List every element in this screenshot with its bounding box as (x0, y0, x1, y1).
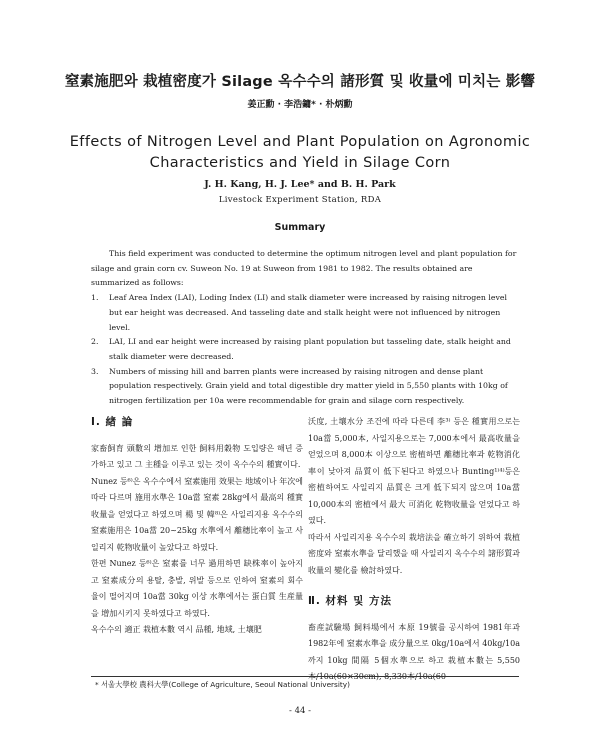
section-heading-materials-methods: Ⅱ. 材料 및 方法 (308, 595, 393, 607)
summary-list (91, 291, 519, 409)
korean-authors: 姜正勳 · 李浩鏞* · 朴炳勳 (247, 100, 353, 110)
summary-item-number: 2. (91, 337, 99, 347)
summary-item (91, 335, 519, 364)
summary-item-number: 1. (91, 293, 99, 303)
summary-item-number: 3. (91, 366, 99, 376)
summary-item-text: LAI, LI and ear height were increased by raising plant population but tasseling date, stalk height and stalk diameter were decreased. (109, 337, 511, 361)
summary-item-text: Numbers of missing hill and barren plants were increased by raising nitrogen and dense plant population respectively. Grain yield and total digestible dry matter yield in 5,550 plants with 10kg of nitrogen fertilization per 10a were recommendable for grain and silage corn respectively. (109, 366, 508, 406)
english-title (0, 132, 600, 174)
summary-item (91, 365, 519, 409)
left-column (91, 414, 303, 639)
affiliation: Livestock Experiment Station, RDA (218, 195, 382, 205)
right-column (308, 414, 520, 686)
english-authors: J. H. Kang, H. J. Lee* and B. H. Park (204, 179, 396, 190)
korean-title: 窒素施肥와 栽植密度가 Silage 옥수수의 諸形質 및 收量에 미치는 影響 (64, 74, 536, 90)
english-title-line1: Effects of Nitrogen Level and Plant Population on Agronomic (69, 134, 531, 150)
summary-intro: This field experiment was conducted to determine the optimum nitrogen level and plant population for silage and grain corn cv. Suweon No. 19 at Suweon from 1981 to 1982. The results obtained are summarized as follows: (91, 249, 517, 288)
body-paragraph: 家畜飼育 頭數의 增加로 인한 飼料用穀物 도입량은 해년 증가하고 있고 그 主種을 이루고 있는 것이 옥수수의 種實이다. (91, 443, 303, 469)
body-paragraph: 畜産試驗場 飼料場에서 本原 19號를 공시하여 1981年과 1982年에 窒素水準을 成分量으로 0kg/10a에서 40kg/10a까지 10kg 間隔 5個水準으로 하고 栽植本數는 5,550 本/10a(60×30cm), 8,330本/10a(60 (308, 622, 520, 681)
footnote: * 서울大學校 農科大學(College of Agriculture, Seoul National University) (95, 680, 350, 689)
summary-heading: Summary (274, 222, 326, 233)
summary-item (91, 291, 519, 335)
section-heading-introduction: Ⅰ. 緖 論 (91, 416, 134, 428)
body-paragraph: 沃度, 土壤水分 조건에 따라 다른데 李³⁾ 등은 種實用으로는 10a當 5,000本, 사일지용으로는 7,000本에서 最高收量을 얻었으며 8,000本 이상으로 密植하면 離穗比率과 乾物消化率이 낮아져 品質이 低下된다고 하였으나 Bunting¹⁾⁴⁾등은 密植하여도 사일리지 品質은 크게 低下되지 않으며 10a當 10,000本의 密植에서 最大 可消化 乾物收量을 얻었다고 하였다. (308, 417, 520, 525)
body-paragraph: 옥수수의 適正 栽植本數 역시 品種, 地域, 土壤肥 (91, 625, 262, 634)
abstract (91, 247, 519, 409)
page-number: - 44 - (289, 706, 311, 716)
body-paragraph: 한편 Nunez 등⁶⁾은 窒素를 너무 過用하면 缺株率이 높아지고 窒素成分의 용탈, 충발, 위발 등으로 인하여 窒素의 회수율이 떨어지며 10a當 30kg 이상 水準에서는 蛋白質 生産量을 增加시키지 못하였다고 하였다. (91, 559, 303, 618)
body-paragraph: 따라서 사일리지용 옥수수의 栽培法을 確立하기 위하여 栽植密度와 窒素水準을 달리했을 때 사일리지 옥수수의 諸形質과 收量의 變化를 檢討하였다. (308, 532, 520, 575)
english-title-line2: Characteristics and Yield in Silage Corn (149, 155, 451, 171)
body-paragraph: Nunez 등⁶⁾은 옥수수에서 窒素施用 效果는 地域이나 年次에 따라 다르며 施用水準은 10a當 窒素 28kg에서 最高의 種實收量을 얻었다고 하였으며 楊 및 韓⁸⁾은 사일리지용 옥수수의 窒素施用은 10a當 20~25kg 水準에서 離穗比率이 높고 사일리지 乾物收量이 높았다고 하였다. (91, 476, 303, 552)
summary-item-text: Leaf Area Index (LAI), Loding Index (LI) and stalk diameter were increased by raising nitrogen level but ear height was decreased. And tasseling date and stalk height were not influenced by nitrogen level. (109, 293, 507, 332)
footnote-divider (91, 676, 519, 677)
